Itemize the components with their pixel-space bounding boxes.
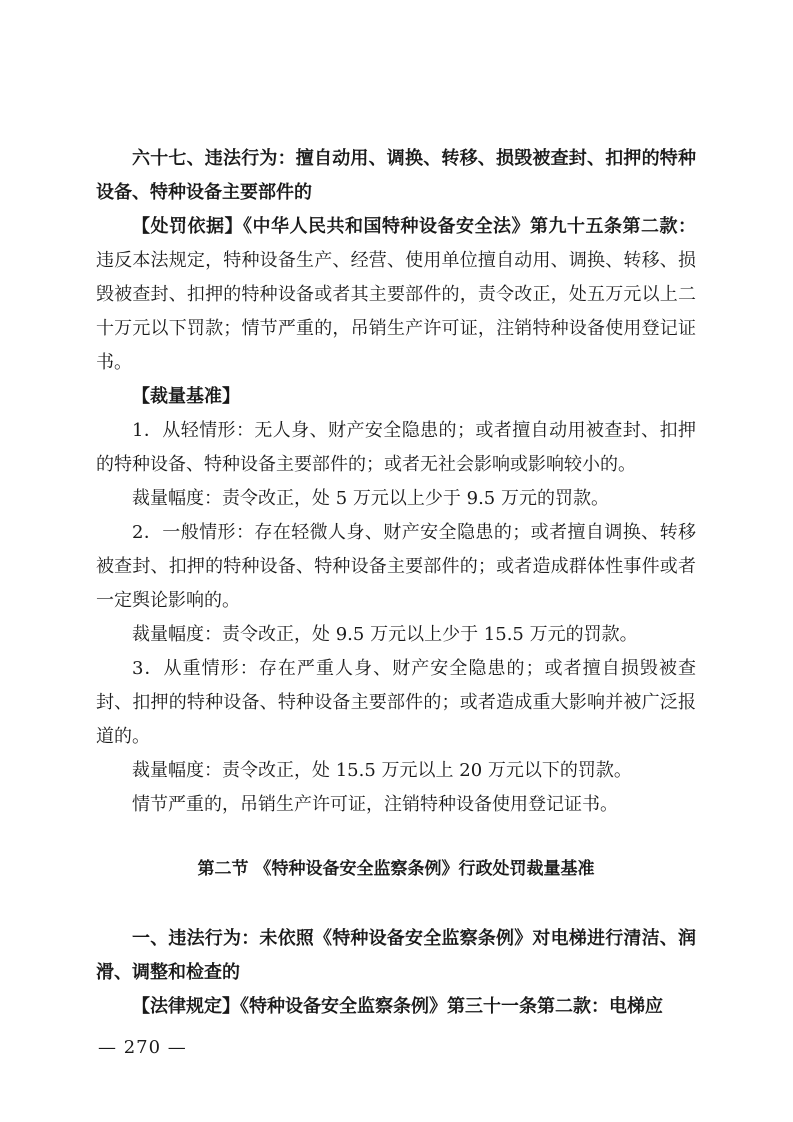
article-1-law: [96, 990, 696, 1024]
law-label: 【法律规定】: [132, 996, 240, 1017]
standard-label-text: 【裁量基准】: [132, 386, 240, 407]
standard-label: [96, 380, 696, 414]
section-2-title: 第二节 《特种设备安全监察条例》行政处罚裁量基准: [197, 859, 595, 879]
level-1-mitigating: 1．从轻情形：无人身、财产安全隐患的；或者擅自动用被查封、扣押的特种设备、特种设备主要部件的；或者无社会影响或影响较小的。: [96, 420, 696, 475]
basis-body: 违反本法规定，特种设备生产、经营、使用单位擅自动用、调换、转移、损毁被查封、扣押的特种设备或者其主要部件的，责令改正，处五万元以上二十万元以下罚款；情节严重的，吊销生产许可证，注销特种设备使用登记证书。: [96, 250, 696, 373]
page-number: — 270 —: [98, 1037, 187, 1058]
level-3-aggravating: 3．从重情形：存在严重人身、财产安全隐患的；或者擅自损毁被查封、扣押的特种设备、特种设备主要部件的；或者造成重大影响并被广泛报道的。: [96, 658, 696, 747]
basis-law-title: 《中华人民共和国特种设备安全法》第九十五条第二款：: [243, 216, 696, 237]
law-title: 《特种设备安全监察条例》第三十一条第二款：电梯应: [240, 996, 663, 1017]
basis-label: 【处罚依据】: [132, 216, 243, 237]
article-67-heading: 六十七、违法行为：擅自动用、调换、转移、损毁被查封、扣押的特种设备、特种设备主要部件的: [96, 148, 696, 203]
level-2-general: 2．一般情形：存在轻微人身、财产安全隐患的；或者擅自调换、转移被查封、扣押的特种设备、特种设备主要部件的；或者造成群体性事件或者一定舆论影响的。: [96, 522, 696, 611]
article-1-heading: 一、违法行为：未依照《特种设备安全监察条例》对电梯进行清洁、润滑、调整和检查的: [96, 928, 696, 983]
level-3-range: 裁量幅度：责令改正，处 15.5 万元以上 20 万元以下的罚款。: [132, 760, 632, 781]
level-2-range: 裁量幅度：责令改正，处 9.5 万元以上少于 15.5 万元的罚款。: [132, 624, 638, 645]
article-67-basis: [96, 210, 696, 380]
level-1-range: 裁量幅度：责令改正，处 5 万元以上少于 9.5 万元的罚款。: [132, 488, 609, 509]
severe-penalty: 情节严重的，吊销生产许可证，注销特种设备使用登记证书。: [132, 794, 618, 815]
